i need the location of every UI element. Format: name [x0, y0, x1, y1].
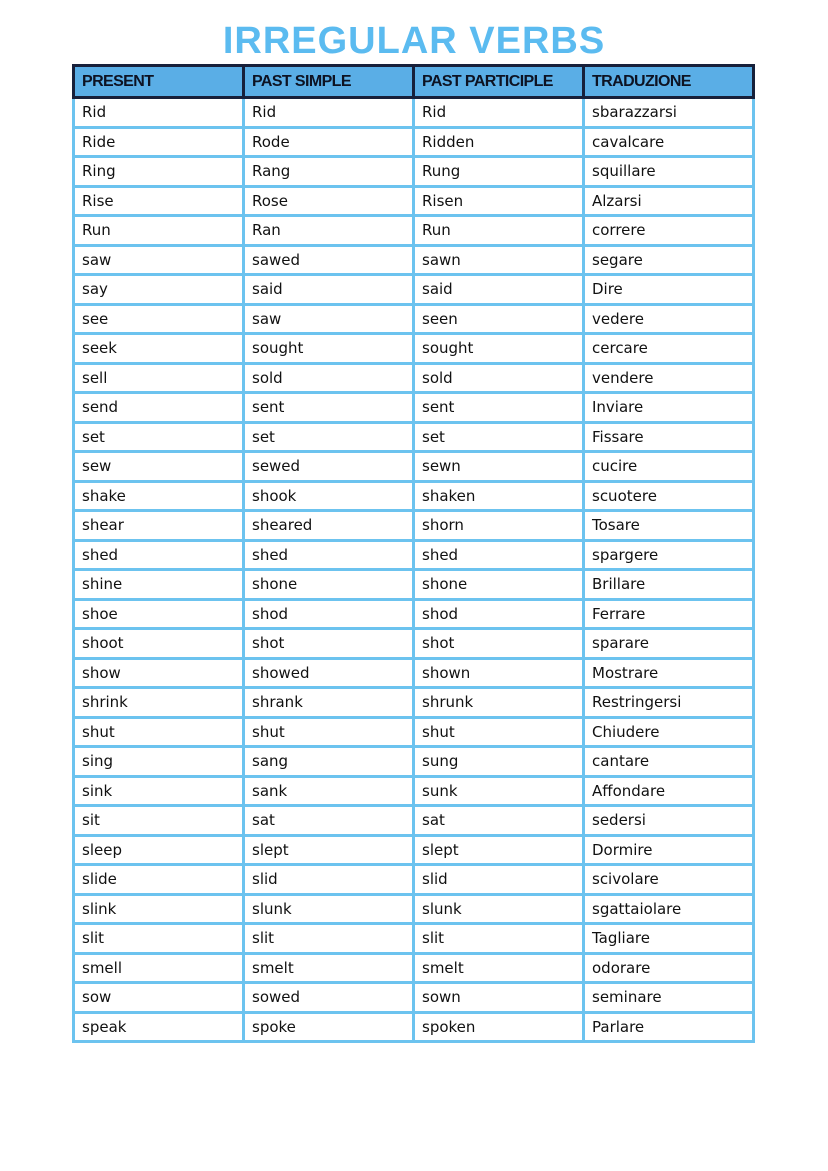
past-participle-cell: shaken — [414, 481, 584, 511]
past-simple-cell: Rose — [244, 186, 414, 216]
past-participle-cell: spoken — [414, 1012, 584, 1042]
traduzione-cell: Fissare — [584, 422, 754, 452]
table-row — [74, 747, 754, 777]
traduzione-cell: sbarazzarsi — [584, 98, 754, 128]
present-cell: seek — [74, 334, 244, 364]
past-simple-cell: sawed — [244, 245, 414, 275]
past-participle-cell: sung — [414, 747, 584, 777]
table-row — [74, 186, 754, 216]
traduzione-cell: cucire — [584, 452, 754, 482]
column-header-past-simple: PAST SIMPLE — [244, 66, 414, 98]
past-participle-cell: Rid — [414, 98, 584, 128]
past-participle-cell: shod — [414, 599, 584, 629]
present-cell: Ring — [74, 157, 244, 187]
present-cell: shear — [74, 511, 244, 541]
past-participle-cell: seen — [414, 304, 584, 334]
table-row — [74, 157, 754, 187]
past-participle-cell: set — [414, 422, 584, 452]
table-row — [74, 481, 754, 511]
past-participle-cell: shut — [414, 717, 584, 747]
past-simple-cell: shot — [244, 629, 414, 659]
traduzione-cell: spargere — [584, 540, 754, 570]
table-row — [74, 570, 754, 600]
past-simple-cell: sewed — [244, 452, 414, 482]
traduzione-cell: Tosare — [584, 511, 754, 541]
traduzione-cell: Mostrare — [584, 658, 754, 688]
past-participle-cell: sought — [414, 334, 584, 364]
past-simple-cell: smelt — [244, 953, 414, 983]
table-row — [74, 422, 754, 452]
past-participle-cell: sold — [414, 363, 584, 393]
past-participle-cell: Rung — [414, 157, 584, 187]
present-cell: sow — [74, 983, 244, 1013]
present-cell: show — [74, 658, 244, 688]
past-participle-cell: sown — [414, 983, 584, 1013]
present-cell: sing — [74, 747, 244, 777]
table-row — [74, 983, 754, 1013]
present-cell: slit — [74, 924, 244, 954]
table-row — [74, 806, 754, 836]
table-row — [74, 452, 754, 482]
past-participle-cell: said — [414, 275, 584, 305]
traduzione-cell: vendere — [584, 363, 754, 393]
table-body — [74, 98, 754, 1042]
past-simple-cell: Rang — [244, 157, 414, 187]
traduzione-cell: segare — [584, 245, 754, 275]
present-cell: shoot — [74, 629, 244, 659]
table-row — [74, 334, 754, 364]
traduzione-cell: cantare — [584, 747, 754, 777]
present-cell: Run — [74, 216, 244, 246]
irregular-verbs-table — [72, 64, 755, 1043]
table-row — [74, 245, 754, 275]
page-title: IRREGULAR VERBS — [222, 20, 606, 62]
table-row — [74, 363, 754, 393]
traduzione-cell: vedere — [584, 304, 754, 334]
past-simple-cell: sang — [244, 747, 414, 777]
traduzione-cell: Dire — [584, 275, 754, 305]
traduzione-cell: scuotere — [584, 481, 754, 511]
past-participle-cell: shorn — [414, 511, 584, 541]
traduzione-cell: Dormire — [584, 835, 754, 865]
column-header-past-participle: PAST PARTICIPLE — [414, 66, 584, 98]
table-row — [74, 835, 754, 865]
traduzione-cell: Restringersi — [584, 688, 754, 718]
table-row — [74, 304, 754, 334]
past-simple-cell: shook — [244, 481, 414, 511]
past-participle-cell: sent — [414, 393, 584, 423]
present-cell: set — [74, 422, 244, 452]
traduzione-cell: Tagliare — [584, 924, 754, 954]
table-row — [74, 658, 754, 688]
past-participle-cell: sunk — [414, 776, 584, 806]
present-cell: saw — [74, 245, 244, 275]
traduzione-cell: scivolare — [584, 865, 754, 895]
past-simple-cell: shone — [244, 570, 414, 600]
table-row — [74, 924, 754, 954]
past-simple-cell: sent — [244, 393, 414, 423]
table-row — [74, 511, 754, 541]
table-row — [74, 216, 754, 246]
present-cell: sell — [74, 363, 244, 393]
past-participle-cell: sat — [414, 806, 584, 836]
present-cell: speak — [74, 1012, 244, 1042]
past-simple-cell: sank — [244, 776, 414, 806]
past-simple-cell: shut — [244, 717, 414, 747]
present-cell: shed — [74, 540, 244, 570]
present-cell: slide — [74, 865, 244, 895]
column-header-present: PRESENT — [74, 66, 244, 98]
past-participle-cell: shown — [414, 658, 584, 688]
past-simple-cell: shed — [244, 540, 414, 570]
traduzione-cell: correre — [584, 216, 754, 246]
traduzione-cell: squillare — [584, 157, 754, 187]
past-participle-cell: shot — [414, 629, 584, 659]
present-cell: Ride — [74, 127, 244, 157]
traduzione-cell: sedersi — [584, 806, 754, 836]
column-header-traduzione: TRADUZIONE — [584, 66, 754, 98]
past-participle-cell: Risen — [414, 186, 584, 216]
past-simple-cell: showed — [244, 658, 414, 688]
past-simple-cell: slid — [244, 865, 414, 895]
past-participle-cell: sewn — [414, 452, 584, 482]
present-cell: sew — [74, 452, 244, 482]
traduzione-cell: sgattaiolare — [584, 894, 754, 924]
present-cell: say — [74, 275, 244, 305]
traduzione-cell: Affondare — [584, 776, 754, 806]
past-participle-cell: Run — [414, 216, 584, 246]
table-row — [74, 953, 754, 983]
past-participle-cell: slid — [414, 865, 584, 895]
past-simple-cell: sheared — [244, 511, 414, 541]
past-simple-cell: slunk — [244, 894, 414, 924]
past-simple-cell: spoke — [244, 1012, 414, 1042]
present-cell: slink — [74, 894, 244, 924]
past-simple-cell: saw — [244, 304, 414, 334]
past-participle-cell: slept — [414, 835, 584, 865]
past-simple-cell: shrank — [244, 688, 414, 718]
table-row — [74, 540, 754, 570]
past-simple-cell: said — [244, 275, 414, 305]
table-header-row — [74, 66, 754, 98]
present-cell: smell — [74, 953, 244, 983]
past-simple-cell: Rode — [244, 127, 414, 157]
past-simple-cell: Ran — [244, 216, 414, 246]
past-participle-cell: sawn — [414, 245, 584, 275]
past-simple-cell: slit — [244, 924, 414, 954]
past-participle-cell: shrunk — [414, 688, 584, 718]
present-cell: sit — [74, 806, 244, 836]
past-participle-cell: slunk — [414, 894, 584, 924]
past-simple-cell: sought — [244, 334, 414, 364]
past-simple-cell: set — [244, 422, 414, 452]
traduzione-cell: cercare — [584, 334, 754, 364]
traduzione-cell: Alzarsi — [584, 186, 754, 216]
table-row — [74, 776, 754, 806]
table-row — [74, 894, 754, 924]
table-row — [74, 275, 754, 305]
present-cell: send — [74, 393, 244, 423]
traduzione-cell: Inviare — [584, 393, 754, 423]
past-participle-cell: Ridden — [414, 127, 584, 157]
past-participle-cell: shed — [414, 540, 584, 570]
present-cell: sleep — [74, 835, 244, 865]
present-cell: Rise — [74, 186, 244, 216]
present-cell: shut — [74, 717, 244, 747]
table-row — [74, 599, 754, 629]
past-participle-cell: shone — [414, 570, 584, 600]
table-row — [74, 688, 754, 718]
table-row — [74, 393, 754, 423]
present-cell: shoe — [74, 599, 244, 629]
past-simple-cell: Rid — [244, 98, 414, 128]
past-simple-cell: sowed — [244, 983, 414, 1013]
table-row — [74, 865, 754, 895]
table-row — [74, 1012, 754, 1042]
traduzione-cell: odorare — [584, 953, 754, 983]
table-row — [74, 98, 754, 128]
traduzione-cell: Brillare — [584, 570, 754, 600]
traduzione-cell: seminare — [584, 983, 754, 1013]
traduzione-cell: Chiudere — [584, 717, 754, 747]
past-participle-cell: slit — [414, 924, 584, 954]
present-cell: Rid — [74, 98, 244, 128]
traduzione-cell: cavalcare — [584, 127, 754, 157]
traduzione-cell: Ferrare — [584, 599, 754, 629]
traduzione-cell: Parlare — [584, 1012, 754, 1042]
present-cell: sink — [74, 776, 244, 806]
present-cell: shine — [74, 570, 244, 600]
present-cell: see — [74, 304, 244, 334]
present-cell: shake — [74, 481, 244, 511]
past-simple-cell: slept — [244, 835, 414, 865]
table-row — [74, 629, 754, 659]
table-row — [74, 717, 754, 747]
past-simple-cell: sat — [244, 806, 414, 836]
present-cell: shrink — [74, 688, 244, 718]
table-row — [74, 127, 754, 157]
traduzione-cell: sparare — [584, 629, 754, 659]
past-simple-cell: sold — [244, 363, 414, 393]
past-simple-cell: shod — [244, 599, 414, 629]
past-participle-cell: smelt — [414, 953, 584, 983]
